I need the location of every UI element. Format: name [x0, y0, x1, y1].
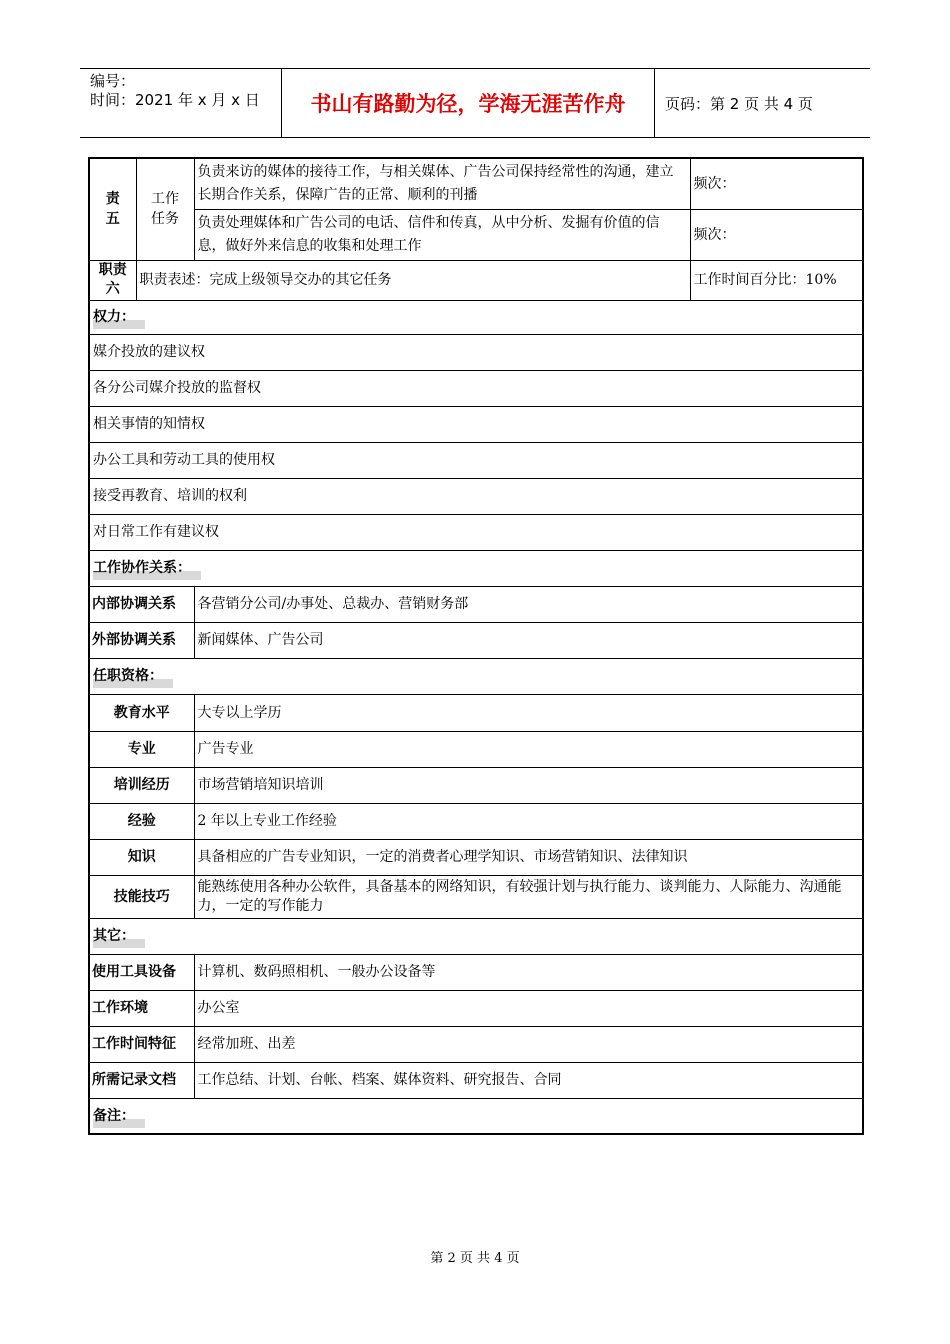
external-relations-value: 新闻媒体、广告公司: [194, 622, 863, 658]
qualification-row: [89, 767, 863, 803]
qualifications-header-row: [89, 658, 863, 694]
job-description-table: [88, 157, 864, 1135]
duty5-task-2: 负责处理媒体和广告公司的电话、信件和传真，从中分析、发掘有价值的信息，做好外来信息的收集和处理工作: [194, 209, 690, 260]
others-value-documents: 工作总结、计划、台帐、档案、媒体资料、研究报告、合同: [194, 1062, 863, 1098]
duty6-percent: 工作时间百分比：10%: [690, 260, 863, 300]
qualification-row: [89, 694, 863, 731]
qualification-value-knowledge: 具备相应的广告专业知识，一定的消费者心理学知识、市场营销知识、法律知识: [194, 839, 863, 875]
qualification-row: [89, 875, 863, 918]
authority-title: 权力：: [93, 305, 145, 329]
qualification-value-major: 广告专业: [194, 731, 863, 767]
duty5-row-1: [89, 158, 863, 209]
header-motto: 书山有路勤为径，学海无涯苦作舟: [282, 69, 655, 137]
page-footer: 第 2 页 共 4 页: [430, 1251, 520, 1266]
authority-item-5: 接受再教育、培训的权利: [89, 478, 863, 514]
doc-time: 时间：2021 年 x 月 x 日: [90, 91, 260, 109]
authority-item: [89, 370, 863, 406]
others-row: [89, 954, 863, 990]
qualification-row: [89, 803, 863, 839]
authority-item: [89, 334, 863, 370]
doc-number-label: 编号：: [90, 72, 136, 90]
authority-item-4: 办公工具和劳动工具的使用权: [89, 442, 863, 478]
relations-header-row: [89, 550, 863, 586]
qualification-label-experience: 经验: [89, 803, 194, 839]
duty5-freq-1: 频次：: [690, 158, 863, 209]
others-label-tools: 使用工具设备: [89, 954, 194, 990]
qualification-row: [89, 731, 863, 767]
duty5-task-1: 负责来访的媒体的接待工作，与相关媒体、广告公司保持经常性的沟通，建立长期合作关系，保障广告的正常、顺利的刊播: [194, 158, 690, 209]
relations-title: 工作协作关系：: [93, 556, 201, 580]
qualifications-title: 任职资格：: [93, 664, 173, 688]
qualification-value-education: 大专以上学历: [194, 694, 863, 731]
authority-header-row: [89, 300, 863, 334]
qualification-label-training: 培训经历: [89, 767, 194, 803]
qualification-value-training: 市场营销培知识培训: [194, 767, 863, 803]
authority-item: [89, 442, 863, 478]
qualification-label-skills: 技能技巧: [89, 875, 194, 918]
duty5-label: 责 五: [89, 158, 136, 260]
authority-item-6: 对日常工作有建议权: [89, 514, 863, 550]
header-page-info: 页码：第 2 页 共 4 页: [665, 94, 813, 113]
qualification-label-knowledge: 知识: [89, 839, 194, 875]
others-title: 其它：: [93, 924, 145, 948]
qualification-label-major: 专业: [89, 731, 194, 767]
internal-relations-label: 内部协调关系: [89, 586, 194, 622]
qualification-label-education: 教育水平: [89, 694, 194, 731]
page-header: [80, 68, 870, 138]
duty6-label: 职责 六: [89, 260, 136, 300]
others-label-documents: 所需记录文档: [89, 1062, 194, 1098]
authority-item-1: 媒介投放的建议权: [89, 334, 863, 370]
others-row: [89, 1026, 863, 1062]
others-label-environment: 工作环境: [89, 990, 194, 1026]
others-label-time: 工作时间特征: [89, 1026, 194, 1062]
duty5-row-2: [89, 209, 863, 260]
others-header-row: [89, 918, 863, 954]
authority-item: [89, 406, 863, 442]
internal-relations-value: 各营销分公司/办事处、总裁办、营销财务部: [194, 586, 863, 622]
remarks-row: [89, 1098, 863, 1134]
duty5-freq-2: 频次：: [690, 209, 863, 260]
duty6-text: 职责表述：完成上级领导交办的其它任务: [136, 260, 690, 300]
others-value-time: 经常加班、出差: [194, 1026, 863, 1062]
others-row: [89, 990, 863, 1026]
duty5-sublabel: 工作 任务: [136, 158, 194, 260]
qualification-value-skills: 能熟练使用各种办公软件，具备基本的网络知识，有较强计划与执行能力、谈判能力、人际能力、沟通能力，一定的写作能力: [194, 875, 863, 918]
remarks-title: 备注：: [93, 1104, 145, 1128]
others-value-tools: 计算机、数码照相机、一般办公设备等: [194, 954, 863, 990]
others-value-environment: 办公室: [194, 990, 863, 1026]
duty6-row: [89, 260, 863, 300]
others-row: [89, 1062, 863, 1098]
relations-internal-row: [89, 586, 863, 622]
header-meta: [80, 69, 282, 137]
external-relations-label: 外部协调关系: [89, 622, 194, 658]
authority-item: [89, 478, 863, 514]
relations-external-row: [89, 622, 863, 658]
qualification-row: [89, 839, 863, 875]
authority-item: [89, 514, 863, 550]
authority-item-2: 各分公司媒介投放的监督权: [89, 370, 863, 406]
qualification-value-experience: 2 年以上专业工作经验: [194, 803, 863, 839]
authority-item-3: 相关事情的知情权: [89, 406, 863, 442]
